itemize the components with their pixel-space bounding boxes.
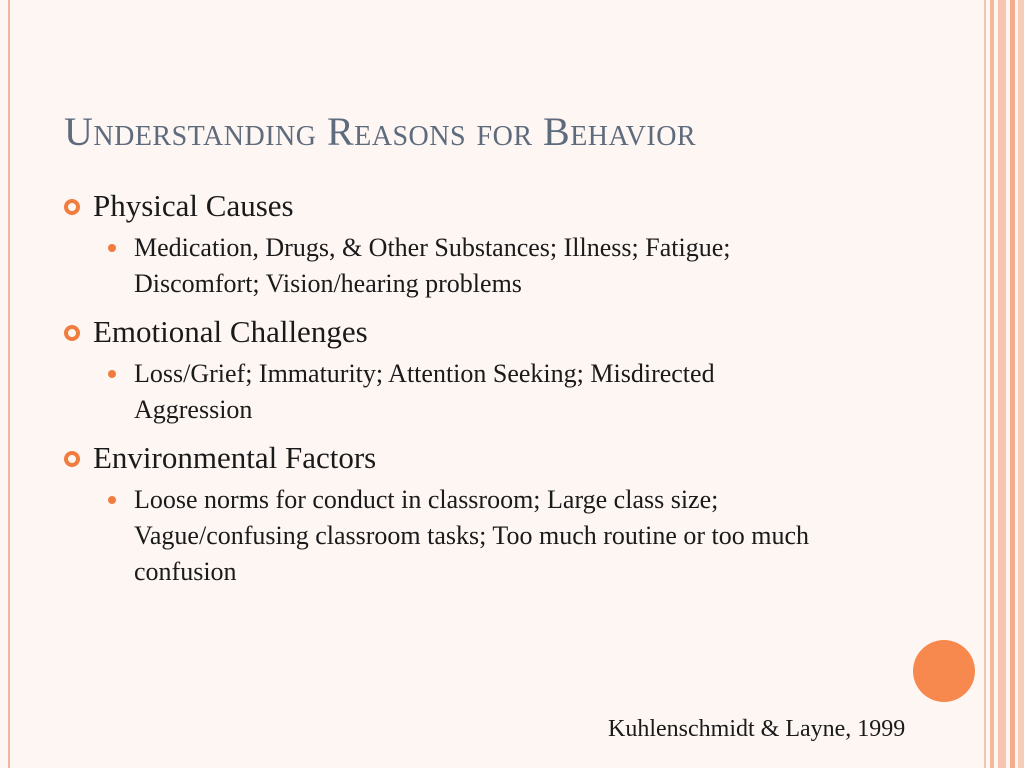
right-border-stripe [984, 0, 986, 768]
bullet-heading-text: Environmental Factors [93, 440, 377, 475]
right-border-stripe [1018, 0, 1024, 768]
right-border-stripe [990, 0, 994, 768]
bullet-item-physical-causes [62, 186, 862, 302]
dot-bullet-icon [108, 244, 116, 252]
dot-bullet-icon [108, 496, 116, 504]
right-border-stripe [998, 0, 1006, 768]
bullet-heading [62, 312, 862, 352]
bullet-item-emotional-challenges [62, 312, 862, 428]
orange-circle-icon [913, 640, 975, 702]
sub-bullet-text: Loose norms for conduct in classroom; Large class size; Vague/confusing classroom tasks; Too much routine or too much confusion [134, 485, 810, 586]
ring-bullet-icon [64, 451, 80, 467]
bullet-heading [62, 438, 862, 478]
ring-bullet-icon [64, 199, 80, 215]
slide-title: Understanding Reasons for Behavior [64, 109, 697, 154]
bullet-heading-text: Physical Causes [93, 188, 294, 223]
sub-bullet-text: Loss/Grief; Immaturity; Attention Seeking; Misdirected Aggression [134, 359, 715, 424]
left-border-line [8, 0, 10, 768]
sub-bullet-text: Medication, Drugs, & Other Substances; Illness; Fatigue; Discomfort; Vision/hearing problems [134, 233, 731, 298]
bullet-list [62, 186, 862, 600]
ring-bullet-icon [64, 325, 80, 341]
dot-bullet-icon [108, 370, 116, 378]
bullet-item-environmental-factors [62, 438, 862, 590]
bullet-heading-text: Emotional Challenges [93, 314, 368, 349]
right-border-stripe [1010, 0, 1015, 768]
citation: Kuhlenschmidt & Layne, 1999 [608, 716, 906, 742]
bullet-heading [62, 186, 862, 226]
sub-bullet [104, 230, 834, 302]
sub-bullet [104, 482, 834, 590]
sub-bullet [104, 356, 834, 428]
